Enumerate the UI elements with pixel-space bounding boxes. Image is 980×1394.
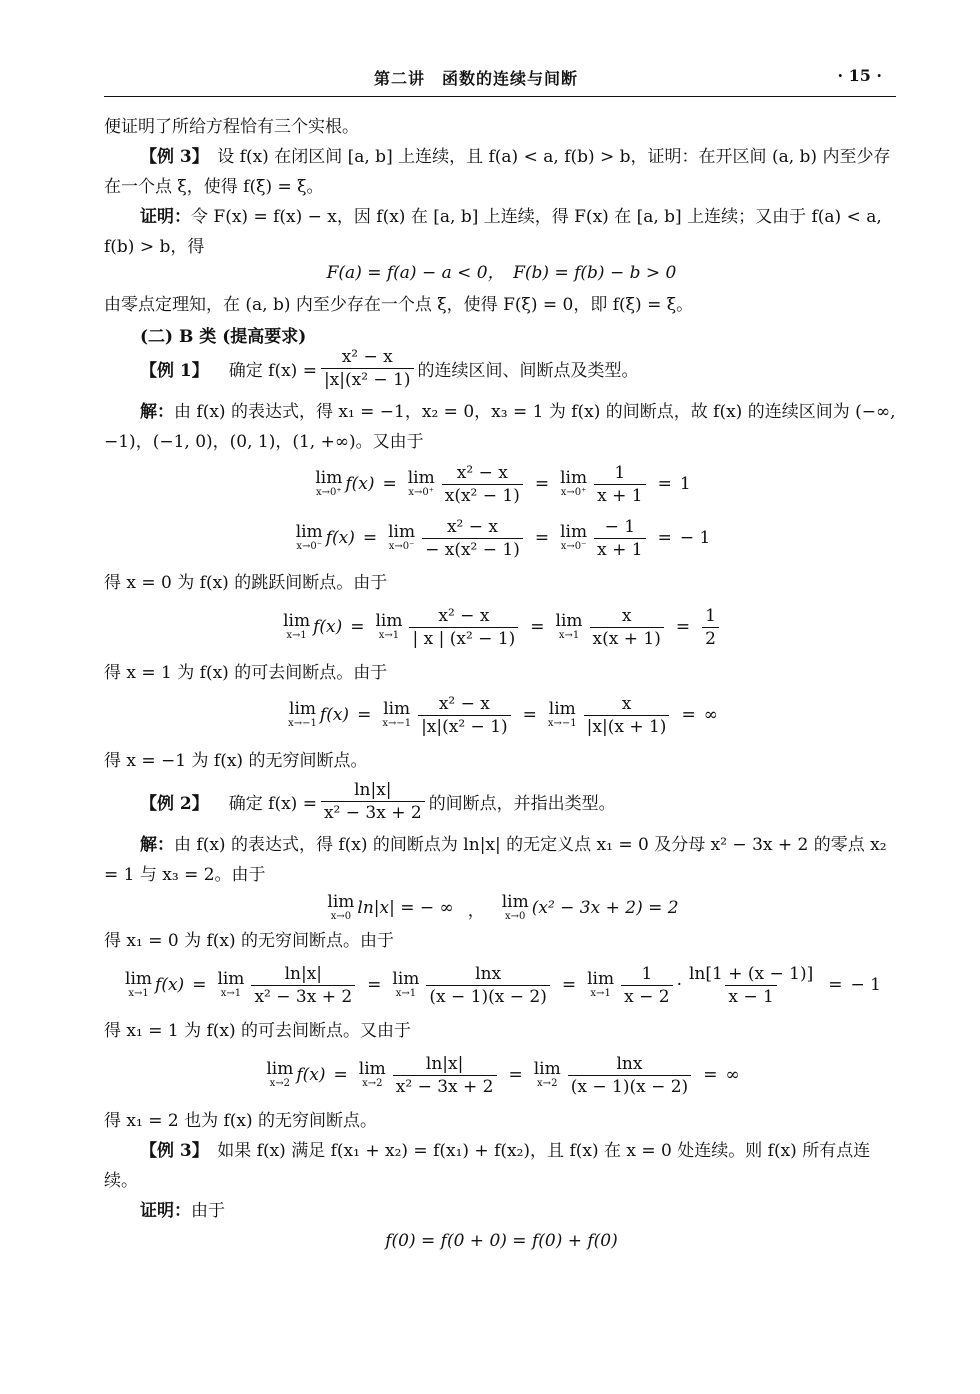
fraction: $\frac{1}{x + 1}$: [594, 462, 645, 507]
fraction: $\frac{\text{x² − x}}{\text{| x | (x² − 1)}}$: [409, 605, 518, 650]
text-line: 得 x₁ = 0 为 f(x) 的无穷间断点。由于: [104, 931, 395, 951]
limit-equation: lim x→1 f(x) = lim x→1 $\frac{\text{x² − x}}{\text{| x | (x² − 1)}}$ = lim x→1 $\frac{x}{x(x + 1)}$ = $\frac{1}{2}$: [104, 604, 899, 650]
limit-operator: lim x→−1: [288, 699, 317, 729]
solution-label: 解：: [140, 402, 174, 422]
limit-operator: lim x→2: [358, 1059, 386, 1089]
example-b3-statement: 【例 3】 如果 f(x) 满足 f(x₁ + x₂) = f(x₁) + f(x₂)，且 f(x) 在 x = 0 处连续。则 f(x) 所有点连续。: [104, 1141, 871, 1191]
fraction: $\frac{x}{|x|(x + 1)}$: [584, 693, 670, 738]
limit-operator: lim x→0⁻: [295, 522, 323, 552]
example-label: 【例 1】: [140, 360, 209, 381]
limit-operator: lim x→0⁻: [388, 522, 416, 552]
limit-operator: lim x→1: [392, 969, 420, 999]
fraction: $\frac{x}{x(x + 1)}$: [590, 605, 664, 650]
limit-equation: lim x→0 ln|x| = − ∞ ， lim x→0 (x² − 3x + 2) = 2: [327, 892, 679, 922]
limit-operator: lim x→0⁺: [407, 468, 435, 498]
limit-operator: lim x→0: [501, 892, 529, 922]
limit-equation: lim x→0⁺ f(x) = lim x→0⁺ $\frac{\text{x² − x}}{\text{x(x² − 1)}}$ = lim x→0⁺ $\frac{1}{x + 1}$ = 1: [315, 462, 691, 506]
limit-operator: lim x→0⁺: [315, 468, 343, 498]
example-label: 【例 2】: [140, 793, 209, 814]
example-label: 【例 3】: [140, 1141, 201, 1161]
fraction: $\frac{\ln|x|}{\text{x² − 3x + 2}}$: [321, 779, 425, 824]
proof-paragraph: 证明：由于: [140, 1201, 225, 1221]
limit-operator: lim x→−1: [547, 699, 577, 729]
example-b1-statement: 【例 1】 确定 f(x) = $\frac{\text{x² − x}}{\text{|x|(x² − 1)}}$ 的连续区间、间断点及类型。: [140, 346, 639, 390]
chapter-title: 第二讲 函数的连续与间断: [374, 69, 579, 88]
fraction: $\frac{\ln x}{(x - 1)(x - 2)}$: [568, 1053, 691, 1098]
limit-operator: lim x→0⁻: [560, 522, 588, 552]
proof-label: 证明：: [140, 207, 191, 227]
limit-operator: lim x→1: [555, 611, 583, 641]
limit-operator: lim x→1: [375, 611, 403, 641]
example-label: 【例 3】: [140, 147, 201, 167]
text-line: 便证明了所给方程恰有三个实根。: [104, 117, 359, 137]
fraction: $\frac{\text{x² − x}}{\text{− x(x² − 1)}}$: [422, 516, 523, 561]
fraction: $\frac{\text{x² − x}}{\text{|x|(x² − 1)}}$: [321, 346, 414, 391]
solution-paragraph: 解：由 f(x) 的表达式，得 x₁ = −1，x₂ = 0，x₃ = 1 为 f(x) 的间断点，故 f(x) 的连续区间为 (−∞, −1)，(−1, 0)，(0, 1)，(1, +∞)。又由于: [104, 402, 896, 452]
limit-operator: lim x→1: [587, 969, 615, 999]
limit-operator: lim x→−1: [382, 699, 412, 729]
limit-operator: lim x→2: [533, 1059, 561, 1089]
page-header: [104, 66, 896, 97]
example-b2-statement: 【例 2】 确定 f(x) = $\frac{\ln|x|}{\text{x² − 3x + 2}}$ 的间断点，并指出类型。: [140, 779, 616, 823]
fraction: $\frac{- 1}{x + 1}$: [594, 516, 645, 561]
limit-equation: lim x→2 f(x) = lim x→2 $\frac{\ln|x|}{\text{x² − 3x + 2}}$ = lim x→2 $\frac{\ln x}{(x - 1)(x - 2)}$ = ∞: [266, 1053, 740, 1097]
equation-line: f(0) = f(0 + 0) = f(0) + f(0): [385, 1231, 618, 1251]
text-line: 得 x₁ = 1 为 f(x) 的可去间断点。又由于: [104, 1021, 412, 1041]
solution-paragraph: 解：由 f(x) 的表达式，得 f(x) 的间断点为 ln|x| 的无定义点 x₁ = 0 及分母 x² − 3x + 2 的零点 x₂ = 1 与 x₃ = 2。由于: [104, 835, 887, 885]
limit-equation: lim x→−1 f(x) = lim x→−1 $\frac{\text{x² − x}}{\text{|x|(x² − 1)}}$ = lim x→−1 $\frac{x}{|x|(x + 1)}$ = ∞: [288, 693, 718, 737]
limit-operator: lim x→0⁺: [560, 468, 588, 498]
text-line: 得 x = 1 为 f(x) 的可去间断点。由于: [104, 663, 388, 683]
limit-equation: lim x→0⁻ f(x) = lim x→0⁻ $\frac{\text{x² − x}}{\text{− x(x² − 1)}}$ = lim x→0⁻ $\frac{- 1}{x + 1}$ = − 1: [295, 516, 711, 560]
fraction: $\frac{\ln|x|}{\text{x² − 3x + 2}}$: [393, 1053, 497, 1098]
limit-operator: lim x→0: [327, 892, 355, 922]
text-line: 由零点定理知，在 (a, b) 内至少存在一个点 ξ，使得 F(ξ) = 0，即 f(ξ) = ξ。: [104, 295, 694, 315]
example-3-statement: 【例 3】 设 f(x) 在闭区间 [a, b] 上连续，且 f(a) < a, f(b) > b，证明：在开区间 (a, b) 内至少存在一个点 ξ，使得 f(ξ) = ξ。: [104, 147, 891, 197]
fraction: $\frac{\ln x}{(x - 1)(x - 2)}$: [426, 963, 549, 1008]
limit-operator: lim x→1: [217, 969, 245, 999]
fraction: $\frac{\ln[1 + (x - 1)]}{x - 1}$: [689, 963, 814, 1007]
equation-line: F(a) = f(a) − a < 0， F(b) = f(b) − b > 0: [326, 263, 677, 283]
section-heading: (二) B 类 (提高要求): [140, 327, 307, 347]
limit-operator: lim x→1: [125, 969, 153, 999]
limit-operator: lim x→1: [283, 611, 311, 641]
text-line: 得 x = −1 为 f(x) 的无穷间断点。: [104, 751, 368, 771]
limit-equation: lim x→1 f(x) = lim x→1 $\frac{\ln|x|}{\text{x² − 3x + 2}}$ = lim x→1 $\frac{\ln x}{(x - 1)(x - 2)}$ = lim x→1 $\frac{1}{x - 2}$ · $\frac{\ln[1 + (x - 1)]}{x - 1}$ = − 1: [125, 963, 881, 1007]
fraction: $\frac{\text{x² − x}}{\text{x(x² − 1)}}$: [442, 462, 523, 507]
proof-label: 证明：: [140, 1201, 191, 1221]
text-line: 得 x = 0 为 f(x) 的跳跃间断点。由于: [104, 573, 388, 593]
limit-operator: lim x→2: [266, 1059, 294, 1089]
fraction: $\frac{1}{x - 2}$: [621, 963, 672, 1008]
fraction: $\frac{1}{2}$: [702, 605, 719, 650]
solution-label: 解：: [140, 835, 174, 855]
text-line: 得 x₁ = 2 也为 f(x) 的无穷间断点。: [104, 1111, 378, 1131]
proof-paragraph: 证明：令 F(x) = f(x) − x，因 f(x) 在 [a, b] 上连续，得 F(x) 在 [a, b] 上连续；又由于 f(a) < a, f(b) > b，得: [104, 207, 882, 257]
page-number: · 15 ·: [837, 66, 882, 85]
fraction: $\frac{\ln|x|}{\text{x² − 3x + 2}}$: [251, 963, 355, 1008]
fraction: $\frac{\text{x² − x}}{\text{|x|(x² − 1)}}$: [418, 693, 511, 738]
